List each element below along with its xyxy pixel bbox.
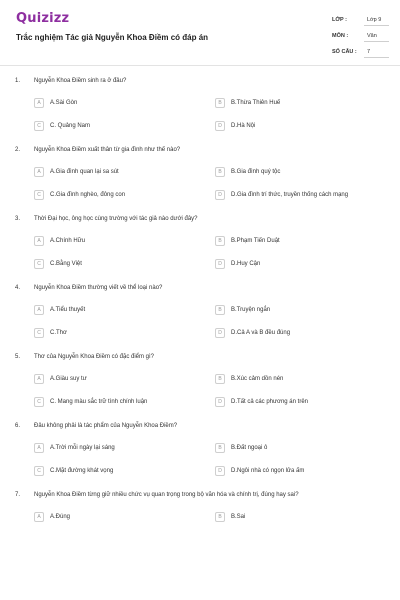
answer-option[interactable] (34, 374, 204, 385)
question-item (0, 285, 400, 354)
worksheet-header (0, 0, 400, 66)
meta-row-grade (332, 14, 392, 30)
option-text: D.Ngôi nhà có ngọn lửa ấm (231, 467, 305, 474)
option-letter-box: B (215, 512, 225, 522)
option-text: A.Giàu suy tư (50, 375, 87, 382)
worksheet-meta (332, 14, 392, 62)
option-letter-box: C (34, 328, 44, 338)
option-text: C.Thơ (50, 329, 67, 336)
option-letter-box: C (34, 259, 44, 269)
question-number: 5. (15, 354, 21, 360)
answer-option[interactable] (215, 466, 395, 477)
option-text: D.Cả A và B đều đúng (231, 329, 291, 336)
option-letter-box: A (34, 443, 44, 453)
answer-option[interactable] (215, 328, 395, 339)
meta-label: MÔN : (332, 33, 349, 39)
question-number: 2. (15, 147, 21, 153)
option-letter-box: B (215, 374, 225, 384)
answer-option[interactable] (34, 190, 204, 201)
option-text: B.Truyện ngắn (231, 306, 271, 313)
option-text: C.Bằng Việt (50, 260, 82, 267)
question-number: 6. (15, 423, 21, 429)
option-text: A.Sài Gòn (50, 99, 78, 106)
question-text: Nguyễn Khoa Điềm từng giữ nhiều chức vụ quan trọng trong bộ văn hóa và chính trị, đúng hay sai? (34, 492, 299, 498)
answer-option[interactable] (215, 305, 395, 316)
option-letter-box: D (215, 259, 225, 269)
answer-option[interactable] (34, 466, 204, 477)
option-letter-box: A (34, 167, 44, 177)
question-number: 4. (15, 285, 21, 291)
question-item (0, 147, 400, 216)
option-letter-box: A (34, 305, 44, 315)
option-text: B.Sai (231, 513, 246, 520)
option-letter-box: C (34, 466, 44, 476)
answer-option[interactable] (34, 236, 204, 247)
option-letter-box: D (215, 328, 225, 338)
question-number: 3. (15, 216, 21, 222)
option-text: B.Gia đình quý tộc (231, 168, 281, 175)
option-text: A.Đúng (50, 513, 71, 520)
question-text: Nguyễn Khoa Điềm xuất thân từ gia đình như thế nào? (34, 147, 181, 153)
option-letter-box: A (34, 512, 44, 522)
option-text: C.Gia đình nghèo, đông con (50, 191, 126, 198)
option-letter-box: D (215, 121, 225, 131)
answer-option[interactable] (34, 305, 204, 316)
option-letter-box: C (34, 190, 44, 200)
answer-option[interactable] (34, 167, 204, 178)
option-text: B.Đất ngoại ô (231, 444, 268, 451)
question-text: Nguyễn Khoa Điềm sinh ra ở đâu? (34, 78, 127, 84)
meta-value: Văn (364, 31, 389, 42)
question-list (0, 78, 400, 561)
option-letter-box: B (215, 305, 225, 315)
option-letter-box: A (34, 236, 44, 246)
option-text: D.Huy Cận (231, 260, 261, 267)
option-letter-box: C (34, 121, 44, 131)
answer-option[interactable] (34, 443, 204, 454)
option-text: A.Chính Hữu (50, 237, 86, 244)
question-text: Thời Đại học, ông học cùng trường với tác giả nào dưới đây? (34, 216, 198, 222)
option-letter-box: A (34, 374, 44, 384)
option-text: D.Hà Nội (231, 122, 256, 129)
option-text: C.Mặt đường khát vọng (50, 467, 114, 474)
answer-option[interactable] (215, 121, 395, 132)
question-number: 1. (15, 78, 21, 84)
answer-option[interactable] (34, 121, 204, 132)
option-letter-box: D (215, 397, 225, 407)
meta-row-question-count (332, 46, 392, 62)
option-letter-box: A (34, 98, 44, 108)
question-text: Thơ của Nguyễn Khoa Điềm có đặc điểm gì? (34, 354, 154, 360)
option-text: C. Quảng Nam (50, 122, 91, 129)
question-item (0, 354, 400, 423)
answer-option[interactable] (215, 374, 395, 385)
answer-option[interactable] (215, 443, 395, 454)
meta-label: SỐ CÂU : (332, 49, 357, 55)
answer-option[interactable] (215, 512, 395, 523)
answer-option[interactable] (215, 190, 395, 201)
answer-option[interactable] (215, 98, 395, 109)
meta-label: LỚP : (332, 17, 347, 23)
answer-option[interactable] (34, 98, 204, 109)
option-text: A.Tiểu thuyết (50, 306, 86, 313)
question-item (0, 216, 400, 285)
question-item (0, 423, 400, 492)
answer-option[interactable] (215, 259, 395, 270)
option-letter-box: B (215, 98, 225, 108)
page-title: Trắc nghiệm Tác giả Nguyễn Khoa Điềm có đáp án (16, 33, 209, 42)
option-letter-box: D (215, 190, 225, 200)
answer-option[interactable] (34, 328, 204, 339)
option-text: B.Phạm Tiến Duật (231, 237, 280, 244)
option-text: A.Gia đình quan lại sa sút (50, 168, 119, 175)
option-text: B.Thừa Thiên Huế (231, 99, 281, 106)
option-letter-box: D (215, 466, 225, 476)
answer-option[interactable] (34, 512, 204, 523)
question-item (0, 492, 400, 561)
option-text: D.Gia đình trí thức, truyền thống cách mạng (231, 191, 349, 198)
meta-value: 7 (364, 47, 389, 58)
answer-option[interactable] (34, 397, 204, 408)
question-item (0, 78, 400, 147)
question-number: 7. (15, 492, 21, 498)
question-text: Đâu không phải là tác phẩm của Nguyễn Khoa Điềm? (34, 423, 178, 429)
option-letter-box: C (34, 397, 44, 407)
option-text: D.Tất cả các phương án trên (231, 398, 308, 405)
answer-option[interactable] (215, 397, 395, 408)
answer-option[interactable] (34, 259, 204, 270)
option-text: B.Xúc cảm dồn nén (231, 375, 284, 382)
option-letter-box: B (215, 167, 225, 177)
meta-row-subject (332, 30, 392, 46)
option-letter-box: B (215, 236, 225, 246)
option-text: A.Trời mỗi ngày lại sáng (50, 444, 115, 451)
answer-option[interactable] (215, 236, 395, 247)
quizizz-logo: Quizizz (16, 11, 70, 26)
answer-option[interactable] (215, 167, 395, 178)
question-text: Nguyễn Khoa Điềm thường viết về thể loại nào? (34, 285, 163, 291)
meta-value: Lớp 9 (364, 15, 389, 26)
option-letter-box: B (215, 443, 225, 453)
option-text: C. Mang màu sắc trữ tình chính luận (50, 398, 148, 405)
